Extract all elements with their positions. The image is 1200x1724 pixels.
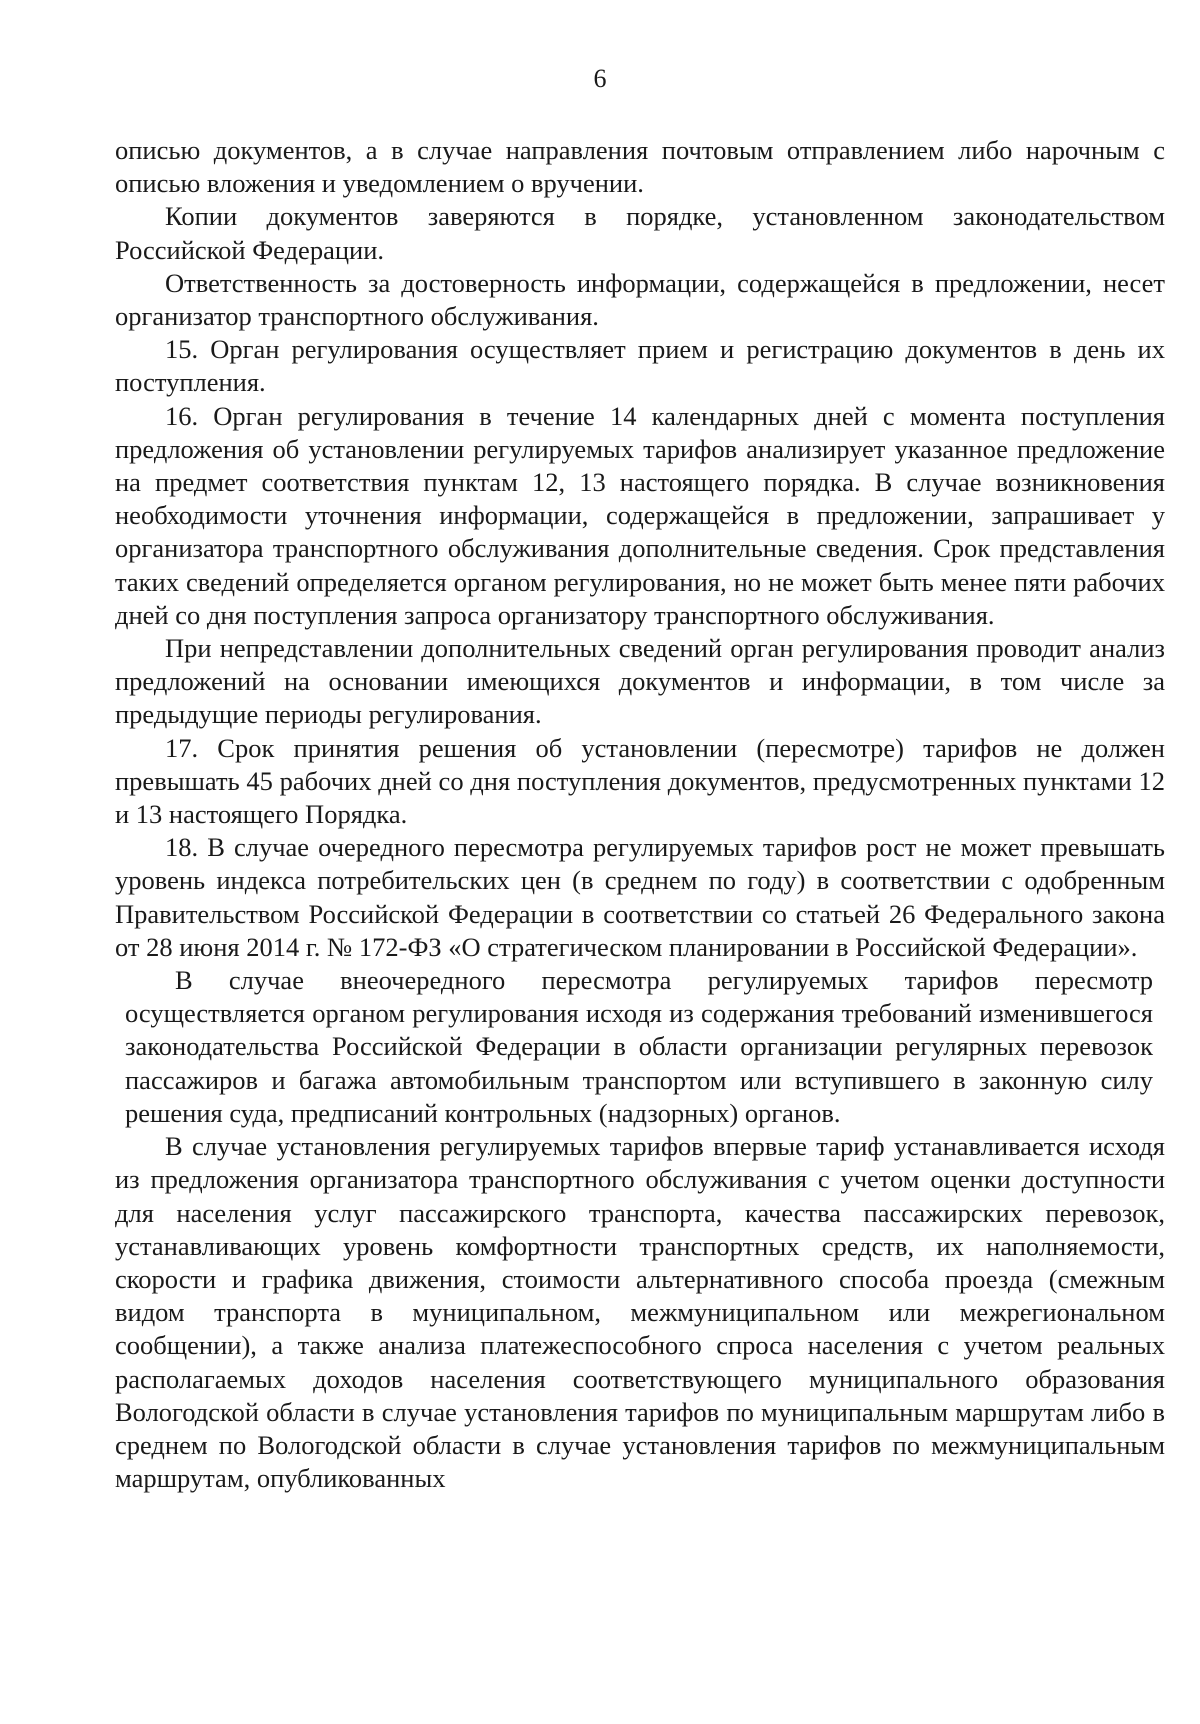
paragraph-item-16: 16. Орган регулирования в течение 14 календарных дней с момента поступления предложения об установлении регулируемых тарифов анализирует указанное предложение на предмет соответствия пунктам 12, 13 настоящего порядка. В случае возникновения необходимости уточнения информации, содержащейся в предложении, запрашивает у организатора транспортного обслуживания дополнительные сведения. Срок представления таких сведений определяется органом регулирования, но не может быть менее пяти рабочих дней со дня поступления запроса организатору транспортного обслуживания. bbox=[115, 400, 1165, 630]
paragraph-first-time-tariff: В случае установления регулируемых тарифов впервые тариф устанавливается исходя из предложения организатора транспортного обслуживания с учетом оценки доступности для населения услуг пассажирского транспорта, качества пассажирских перевозок, устанавливающих уровень комфортности транспортных средств, их наполняемости, скорости и графика движения, стоимости альтернативного способа проезда (смежным видом транспорта в муниципальном, межмуниципальном или межрегиональном сообщении), а также анализа платежеспособного спроса населения с учетом реальных располагаемых доходов населения соответствующего муниципального образования Вологодской области в случае установления тарифов по муниципальным маршрутам либо в среднем по Вологодской области в случае установления тарифов по межмуниципальным маршрутам, опубликованных bbox=[115, 1131, 1165, 1494]
paragraph-item-17: 17. Срок принятия решения об установлении (пересмотре) тарифов не должен превышать 45 рабочих дней со дня поступления документов, предусмотренных пунктами 12 и 13 настоящего Порядка. bbox=[115, 732, 1165, 830]
paragraph-item-18: 18. В случае очередного пересмотра регулируемых тарифов рост не может превышать уровень индекса потребительских цен (в среднем по году) в соответствии с одобренным Правительством Российской Федерации в соответствии со статьей 26 Федерального закона от 28 июня 2014 г. № 172-ФЗ «О стратегическом планировании в Российской Федерации». bbox=[115, 832, 1165, 962]
paragraph-responsibility: Ответственность за достоверность информации, содержащейся в предложении, несет организатор транспортного обслуживания. bbox=[115, 267, 1165, 332]
paragraph-no-additional-info: При непредставлении дополнительных сведений орган регулирования проводит анализ предложений на основании имеющихся документов и информации, в том числе за предыдущие периоды регулирования. bbox=[115, 633, 1165, 730]
paragraph-continuation: описью документов, а в случае направления почтовым отправлением либо нарочным с описью вложения и уведомлением о вручении. bbox=[115, 135, 1165, 199]
paragraph-extraordinary-revision: В случае внеочередного пересмотра регулируемых тарифов пересмотр осуществляется органом регулирования исходя из содержания требований изменившегося законодательства Российской Федерации в области организации регулярных перевозок пассажиров и багажа автомобильным транспортом или вступившего в законную силу решения суда, предписаний контрольных (надзорных) органов. bbox=[125, 965, 1153, 1128]
document-body bbox=[115, 134, 1165, 1495]
paragraph-item-15: 15. Орган регулирования осуществляет прием и регистрацию документов в день их поступления. bbox=[115, 334, 1165, 398]
paragraph-copies-certification: Копии документов заверяются в порядке, установленном законодательством Российской Федерации. bbox=[115, 201, 1165, 265]
page-number: 6 bbox=[593, 64, 607, 93]
